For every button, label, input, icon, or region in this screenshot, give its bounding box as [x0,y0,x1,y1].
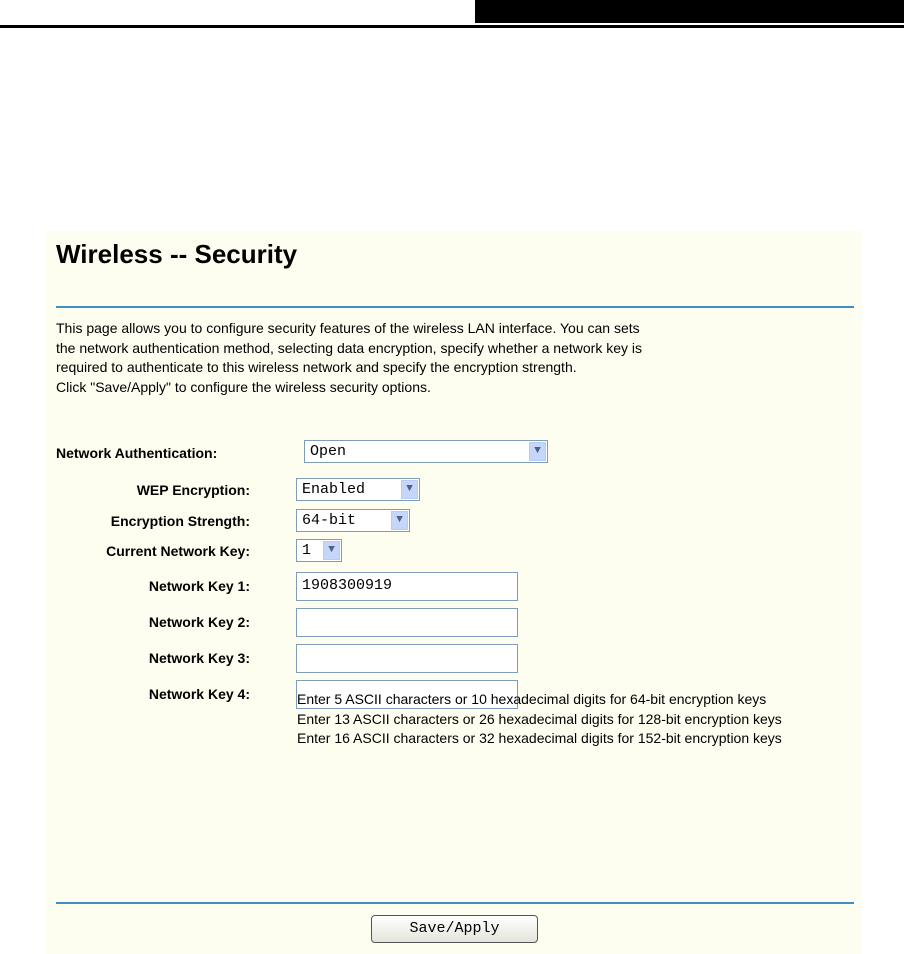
network-key-4-label: Network Key 4: [148,686,250,702]
description-line: the network authentication method, selecting data encryption, specify whether a network key is [56,339,642,356]
divider-bottom [56,902,854,904]
network-authentication-label: Network Authentication: [56,445,218,461]
save-apply-button[interactable]: Save/Apply [371,915,538,943]
network-key-3-label: Network Key 3: [148,650,250,666]
hint-text: Enter 5 ASCII characters or 10 hexadecimal digits for 64-bit encryption keys [297,691,767,707]
current-network-key-label: Current Network Key: [106,543,250,559]
header-black-bar [475,0,904,23]
encryption-strength-label: Encryption Strength: [110,513,250,529]
description-line: Click "Save/Apply" to configure the wireless security options. [56,378,431,395]
wep-encryption-label: WEP Encryption: [136,482,250,498]
key-format-hints [297,690,817,749]
current-network-key-select[interactable] [296,539,342,562]
description-line: required to authenticate to this wireless network and specify the encryption strength. [56,359,577,375]
encryption-strength-value: 64-bit [302,512,357,529]
network-authentication-select[interactable] [304,440,548,463]
network-authentication-value: Open [310,443,347,460]
wep-encryption-select[interactable] [296,478,420,501]
hint-text: Enter 16 ASCII characters or 32 hexadecimal digits for 152-bit encryption keys [297,730,782,746]
network-key-2-input[interactable] [296,608,518,637]
network-key-2-label: Network Key 2: [148,614,250,630]
network-key-1-input[interactable]: 1908300919 [296,572,518,601]
encryption-strength-select[interactable] [296,509,410,532]
chevron-down-icon[interactable]: ▼ [323,541,340,560]
current-network-key-value: 1 [302,542,312,559]
chevron-down-icon[interactable]: ▼ [529,442,546,461]
network-key-1-label: Network Key 1: [148,578,250,594]
page-description [56,319,856,397]
wep-encryption-value: Enabled [302,481,366,498]
network-key-3-input[interactable] [296,644,518,673]
hint-text: Enter 13 ASCII characters or 26 hexadecimal digits for 128-bit encryption keys [297,710,782,727]
chevron-down-icon[interactable]: ▼ [391,511,408,530]
page-title: Wireless -- Security [56,239,298,269]
chevron-down-icon[interactable]: ▼ [401,480,418,499]
divider-top [56,306,854,308]
header-rule [0,25,904,28]
description-line: This page allows you to configure security features of the wireless LAN interface. You can sets [56,320,640,336]
